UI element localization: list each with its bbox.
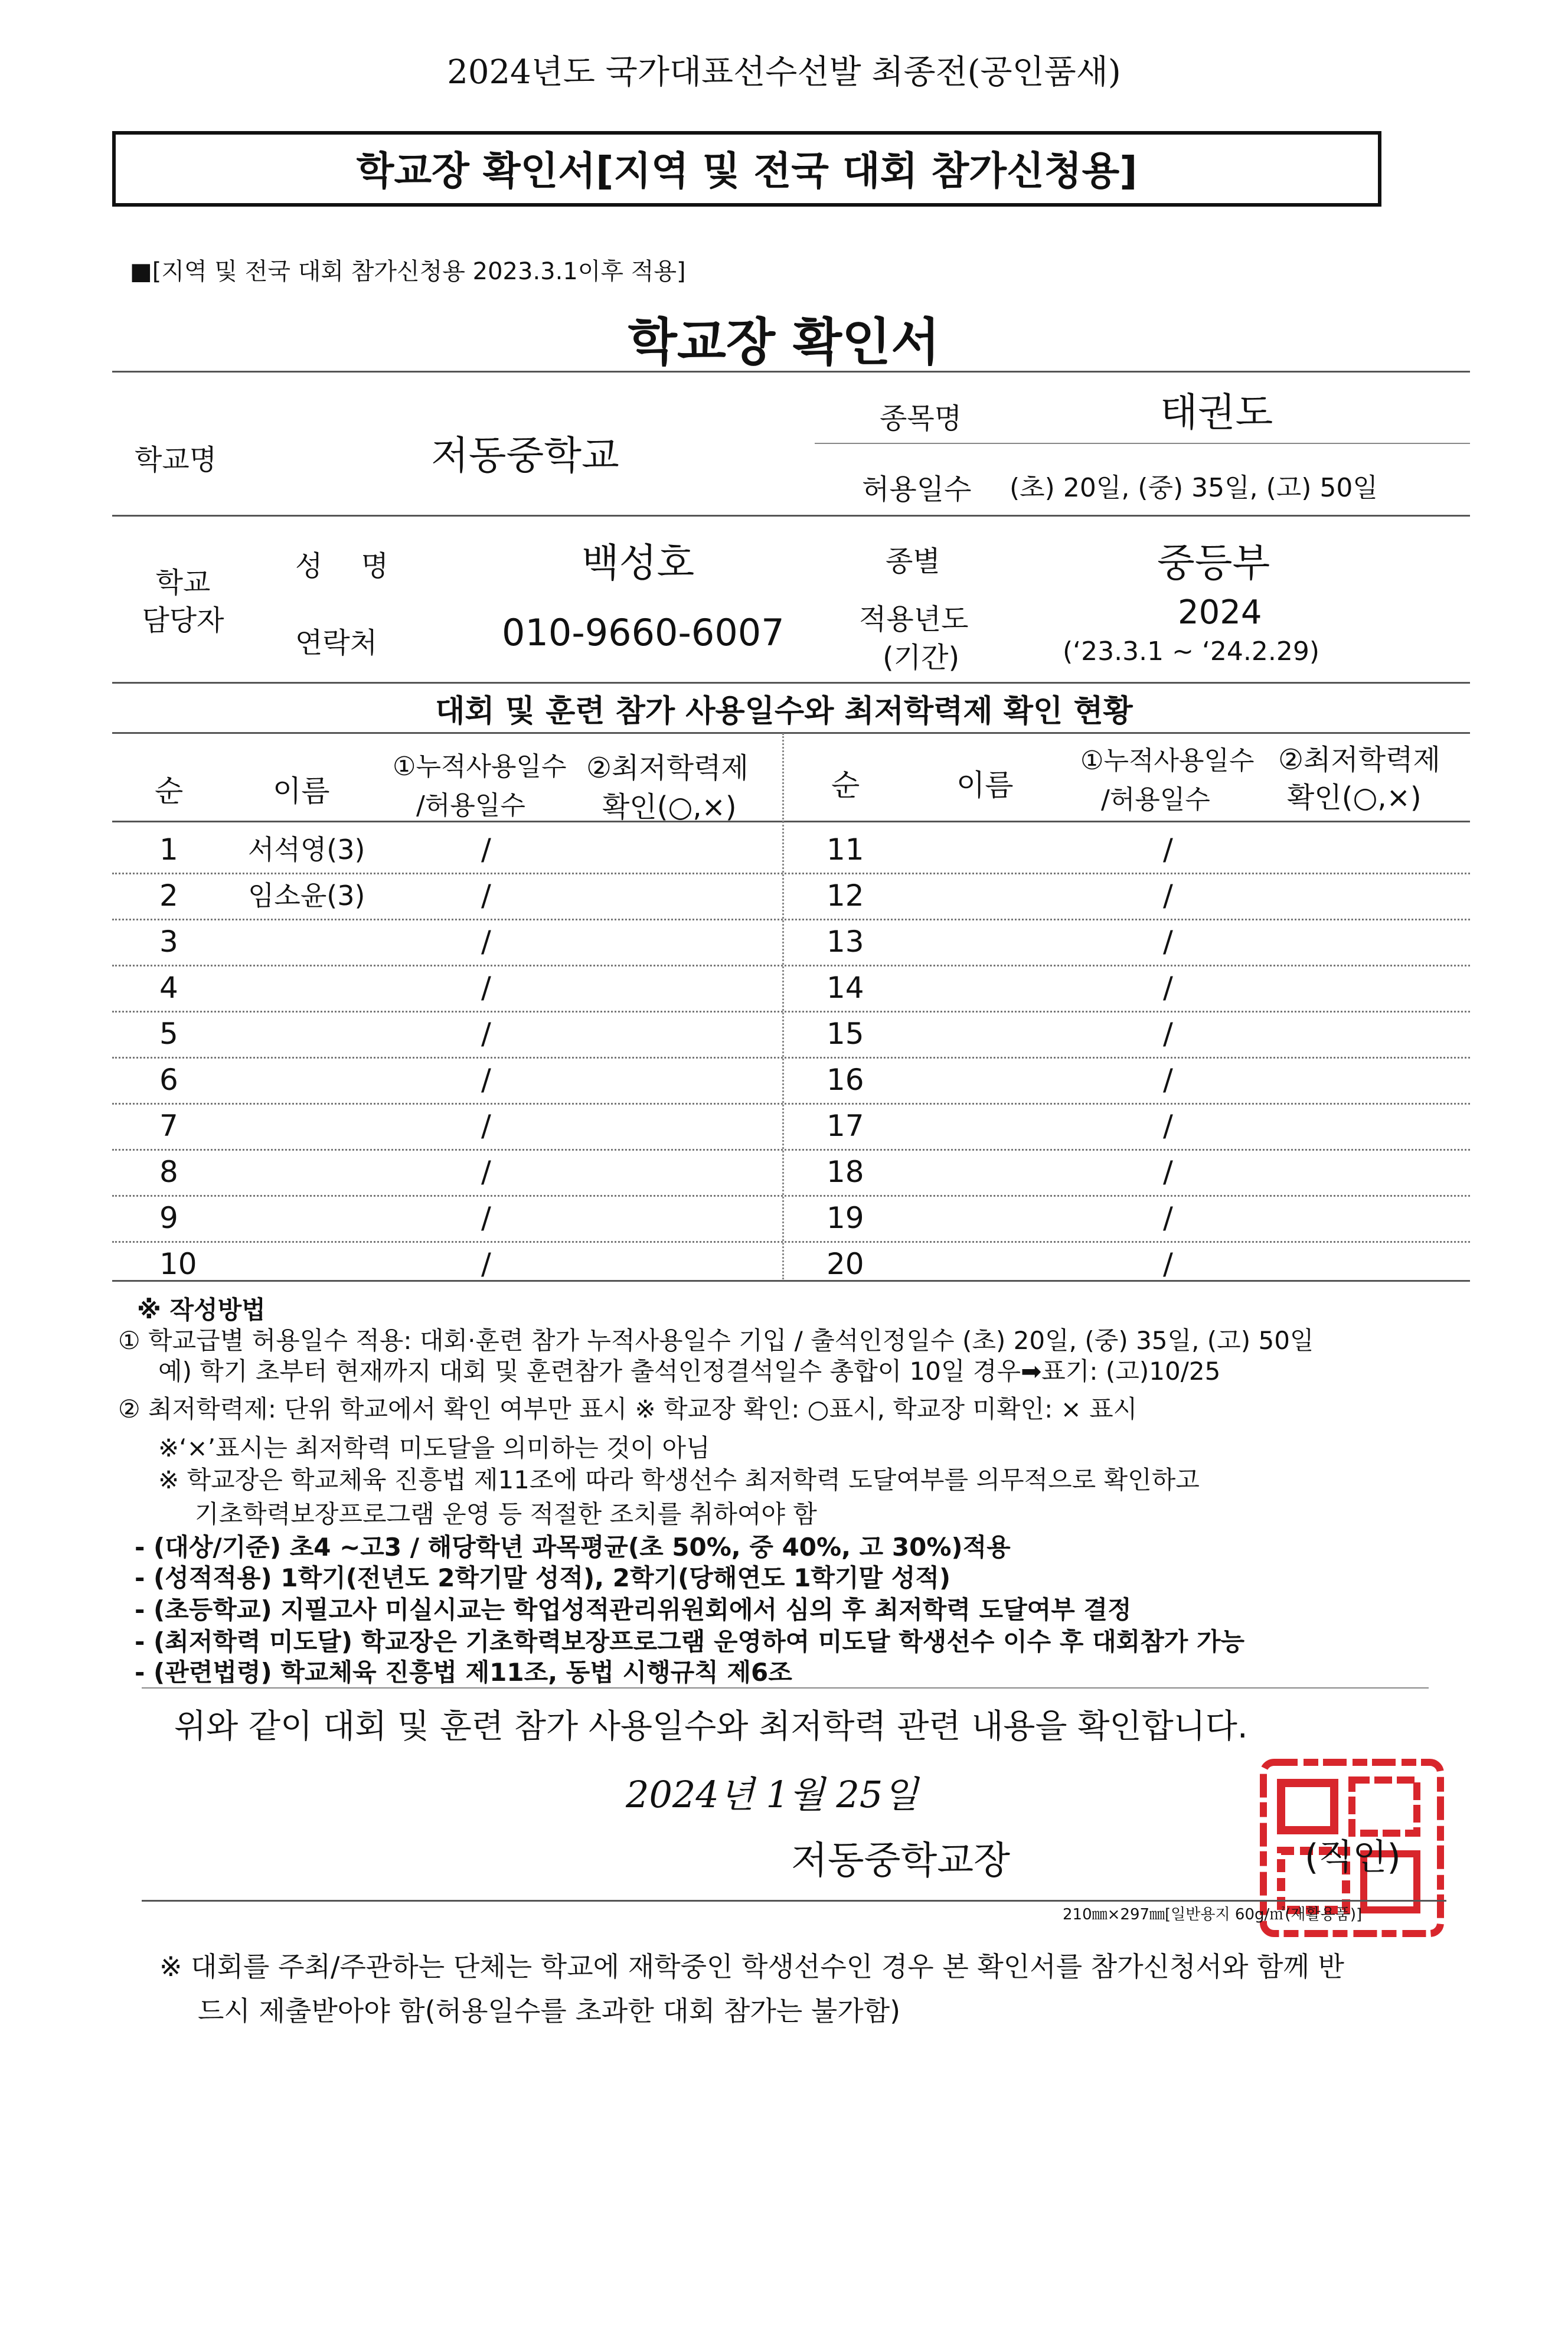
phone-value: 010-9660-6007: [502, 611, 785, 654]
row-number: 5: [159, 1017, 178, 1051]
row-number: 19: [827, 1201, 864, 1235]
header-name-left: 이름: [273, 774, 330, 808]
row-days: /: [481, 879, 491, 913]
note-line: - (최저학력 미도달) 학교장은 기초학력보장프로그램 운영하여 미도달 학생선수 이수 후 대회참가 가능: [135, 1627, 1245, 1656]
row-divider: [112, 1103, 1470, 1105]
table-row: [112, 1057, 1470, 1103]
allowed-days-value: (초) 20일, (중) 35일, (고) 50일: [1010, 473, 1378, 503]
row-days: /: [481, 1109, 491, 1143]
table-row: [112, 965, 1470, 1011]
info-top-rule: [112, 371, 1470, 373]
info-bottom-rule: [112, 682, 1470, 684]
row-days: /: [1163, 1017, 1173, 1051]
header-check-left-2: 확인(○,×): [602, 791, 737, 824]
row-name: 임소윤(3): [248, 880, 365, 912]
row-days: /: [481, 1063, 491, 1097]
header-days-left-2: /허용일수: [416, 791, 525, 821]
notes-heading: ※ 작성방법: [137, 1295, 266, 1324]
row-divider: [112, 1149, 1470, 1151]
row-number: 4: [159, 971, 178, 1005]
note-line: - (성적적용) 1학기(전년도 2학기말 성적), 2학기(당해연도 1학기말 성적): [135, 1563, 951, 1592]
row-number: 7: [159, 1109, 178, 1143]
row-number: 11: [827, 832, 864, 867]
table-top-rule: [112, 732, 1470, 734]
seal-label: (직인): [1305, 1837, 1401, 1878]
applicability-note: ■[지역 및 전국 대회 참가신청용 2023.3.1이후 적용]: [130, 258, 686, 285]
row-days: /: [1163, 971, 1173, 1005]
row-number: 16: [827, 1063, 864, 1097]
year-period: (‘23.3.1 ~ ‘24.2.29): [1063, 636, 1320, 667]
row-number: 9: [159, 1201, 178, 1235]
document-header: 2024년도 국가대표선수선발 최종전(공인품새): [447, 53, 1121, 92]
note-line: - (관련법령) 학교체육 진흥법 제11조, 동법 시행규칙 제6조: [135, 1658, 792, 1687]
header-name-right: 이름: [956, 768, 1014, 802]
row-number: 14: [827, 971, 864, 1005]
division-value: 중등부: [1157, 540, 1270, 586]
row-divider: [112, 1195, 1470, 1197]
signer-name: 저동중학교장: [791, 1839, 1010, 1883]
header-days-left-1: ①누적사용일수: [393, 752, 567, 782]
sport-label: 종목명: [880, 402, 962, 435]
row-days: /: [1163, 925, 1173, 959]
row-number: 1: [159, 832, 178, 867]
header-check-left-1: ②최저학력제: [586, 752, 749, 785]
row-days: /: [1163, 1247, 1173, 1281]
row-name: 서석영(3): [248, 834, 365, 866]
header-check-right-2: 확인(○,×): [1287, 781, 1422, 814]
row-days: /: [1163, 1155, 1173, 1189]
row-days: /: [481, 1017, 491, 1051]
table-bottom-rule: [112, 1280, 1470, 1282]
footer-note-line2: 드시 제출받아야 함(허용일수를 초과한 대회 참가는 불가함): [198, 1995, 901, 2027]
row-divider: [112, 965, 1470, 966]
header-days-right-2: /허용일수: [1101, 785, 1210, 815]
row-number: 15: [827, 1017, 864, 1051]
header-order-left: 순: [155, 774, 184, 808]
note-line: ① 학교급별 허용일수 적용: 대회·훈련 참가 누적사용일수 기입 / 출석인정일수 (초) 20일, (중) 35일, (고) 50일: [118, 1326, 1314, 1355]
name-value: 백성호: [582, 540, 695, 586]
row-days: /: [1163, 879, 1173, 913]
footer-note-line1: ※ 대회를 주최/주관하는 단체는 학교에 재학중인 학생선수인 경우 본 확인서를 참가신청서와 함께 반: [159, 1951, 1344, 1983]
note-line: 기초학력보장프로그램 운영 등 적절한 조치를 취하여야 함: [195, 1500, 817, 1529]
header-days-right-1: ①누적사용일수: [1080, 746, 1255, 776]
info-sport-rule: [815, 443, 1470, 444]
header-check-right-1: ②최저학력제: [1278, 743, 1440, 776]
row-number: 20: [827, 1247, 864, 1281]
row-divider: [112, 1241, 1470, 1243]
boxed-title: 학교장 확인서[지역 및 전국 대회 참가신청용]: [356, 148, 1138, 194]
table-row: [112, 1103, 1470, 1149]
row-days: /: [1163, 1201, 1173, 1235]
year-sub-label: (기간): [883, 641, 960, 674]
row-number: 10: [159, 1247, 197, 1281]
school-label: 학교명: [135, 443, 217, 476]
table-row: [112, 873, 1470, 919]
name-label: 성 명: [295, 550, 388, 583]
note-line: - (초등학교) 지필고사 미실시교는 학업성적관리위원회에서 심의 후 최저학력 도달여부 결정: [135, 1595, 1132, 1624]
row-number: 6: [159, 1063, 178, 1097]
row-divider: [112, 1011, 1470, 1013]
table-row: [112, 919, 1470, 965]
table-row: [112, 1149, 1470, 1195]
signature-date: 2024년 1월 25일: [626, 1773, 919, 1816]
row-number: 2: [159, 879, 178, 913]
row-days: /: [1163, 1063, 1173, 1097]
note-line: ② 최저학력제: 단위 학교에서 확인 여부만 표시 ※ 학교장 확인: ○표시, 학교장 미확인: × 표시: [118, 1395, 1138, 1423]
table-row: [112, 827, 1470, 873]
row-divider: [112, 1057, 1470, 1059]
signature-rule: [142, 1900, 1446, 1902]
row-number: 18: [827, 1155, 864, 1189]
row-number: 8: [159, 1155, 178, 1189]
row-days: /: [1163, 1109, 1173, 1143]
allowed-days-label: 허용일수: [862, 473, 972, 506]
year-label: 적용년도: [859, 603, 969, 636]
notes-rule: [142, 1687, 1429, 1689]
confirmation-text: 위와 같이 대회 및 훈련 참가 사용일수와 최저학력 관련 내용을 확인합니다.: [174, 1707, 1248, 1746]
note-line: ※‘×’표시는 최저학력 미도달을 의미하는 것이 아님: [158, 1433, 710, 1462]
note-line: - (대상/기준) 초4 ~고3 / 해당학년 과목평균(초 50%, 중 40%, 고 30%)적용: [135, 1533, 1011, 1562]
phone-label: 연락처: [295, 626, 378, 659]
table-row: [112, 1195, 1470, 1241]
info-mid-rule: [112, 515, 1470, 517]
note-line: 예) 학기 초부터 현재까지 대회 및 훈련참가 출석인정결석일수 총합이 10일 경우➡표기: (고)10/25: [158, 1357, 1221, 1386]
row-days: /: [481, 925, 491, 959]
sport-value: 태권도: [1160, 390, 1273, 435]
row-number: 17: [827, 1109, 864, 1143]
paper-spec: 210㎜×297㎜[일반용지 60g/㎡(재활용품)]: [1063, 1906, 1363, 1923]
row-days: /: [481, 1201, 491, 1235]
row-divider: [112, 873, 1470, 874]
header-order-right: 순: [831, 768, 860, 802]
year-value: 2024: [1178, 593, 1262, 632]
contact-person-label: 학교 담당자: [142, 566, 224, 637]
note-line: ※ 학교장은 학교체육 진흥법 제11조에 따라 학생선수 최저학력 도달여부를 의무적으로 확인하고: [158, 1465, 1200, 1494]
row-number: 13: [827, 925, 864, 959]
row-days: /: [481, 1247, 491, 1281]
row-days: /: [481, 1155, 491, 1189]
table-header-rule: [112, 821, 1470, 822]
form-title: 학교장 확인서: [628, 313, 940, 372]
row-days: /: [481, 832, 491, 867]
row-number: 12: [827, 879, 864, 913]
status-title: 대회 및 훈련 참가 사용일수와 최저학력제 확인 현황: [435, 694, 1133, 729]
row-days: /: [1163, 832, 1173, 867]
division-label: 종별: [886, 545, 940, 578]
table-row: [112, 1011, 1470, 1057]
row-number: 3: [159, 925, 178, 959]
row-days: /: [481, 971, 491, 1005]
row-divider: [112, 919, 1470, 920]
school-value: 저동중학교: [431, 433, 619, 478]
